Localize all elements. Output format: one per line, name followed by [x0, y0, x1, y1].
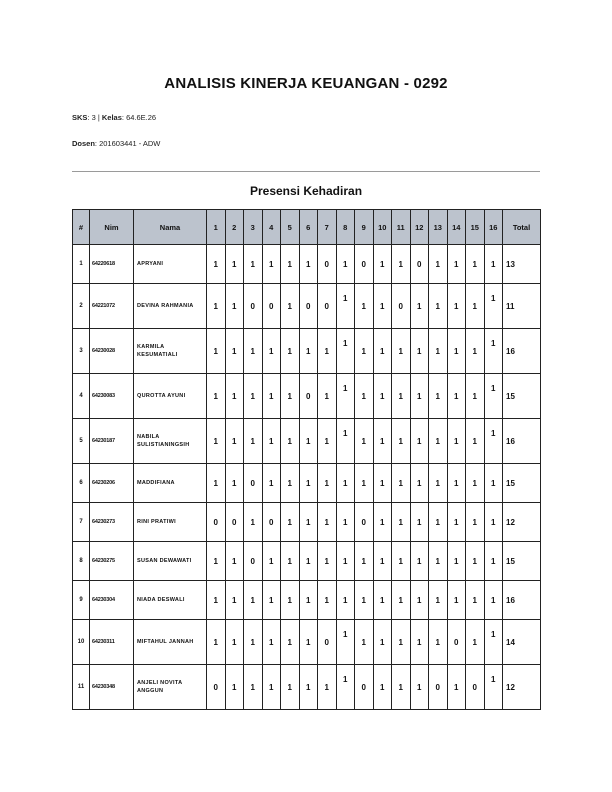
attendance-cell: 1 [392, 542, 411, 581]
attendance-cell: 1 [207, 620, 226, 665]
student-name: QUROTTA AYUNI [134, 374, 207, 419]
attendance-total: 11 [503, 284, 541, 329]
attendance-cell: 1 [484, 665, 503, 710]
attendance-cell: 1 [355, 374, 374, 419]
dosen-label: Dosen [72, 139, 95, 148]
row-number: 11 [73, 665, 90, 710]
attendance-cell: 1 [466, 245, 485, 284]
attendance-cell: 0 [262, 503, 281, 542]
attendance-cell: 1 [225, 329, 244, 374]
table-row [73, 464, 541, 503]
attendance-cell: 1 [244, 419, 263, 464]
attendance-cell: 0 [299, 374, 318, 419]
header-no: # [73, 210, 90, 245]
attendance-cell: 0 [466, 665, 485, 710]
attendance-cell: 1 [262, 542, 281, 581]
student-name: MIFTAHUL JANNAH [134, 620, 207, 665]
attendance-cell: 1 [336, 245, 355, 284]
attendance-cell: 1 [392, 374, 411, 419]
attendance-cell: 1 [336, 284, 355, 329]
attendance-cell: 1 [373, 620, 392, 665]
attendance-cell: 1 [447, 464, 466, 503]
attendance-cell: 1 [207, 419, 226, 464]
student-nim: 64230311 [90, 620, 134, 665]
attendance-cell: 1 [447, 503, 466, 542]
header-session-2: 2 [225, 210, 244, 245]
attendance-cell: 1 [373, 284, 392, 329]
attendance-cell: 1 [484, 542, 503, 581]
student-nim: 64230304 [90, 581, 134, 620]
header-session-4: 4 [262, 210, 281, 245]
attendance-cell: 1 [225, 284, 244, 329]
document-title: ANALISIS KINERJA KEUANGAN - 0292 [164, 75, 448, 92]
attendance-cell: 1 [336, 581, 355, 620]
attendance-cell: 1 [466, 284, 485, 329]
attendance-cell: 1 [262, 329, 281, 374]
attendance-cell: 1 [373, 419, 392, 464]
attendance-cell: 1 [466, 620, 485, 665]
attendance-cell: 1 [392, 620, 411, 665]
attendance-cell: 1 [299, 245, 318, 284]
attendance-cell: 1 [447, 665, 466, 710]
attendance-cell: 1 [336, 503, 355, 542]
attendance-cell: 1 [244, 329, 263, 374]
attendance-cell: 1 [244, 374, 263, 419]
header-session-9: 9 [355, 210, 374, 245]
attendance-cell: 0 [207, 503, 226, 542]
kelas-label: Kelas [101, 113, 122, 122]
header-session-8: 8 [336, 210, 355, 245]
student-name: DEVINA RAHMANIA [134, 284, 207, 329]
attendance-cell: 1 [299, 329, 318, 374]
attendance-cell: 1 [225, 620, 244, 665]
student-nim: 64230206 [90, 464, 134, 503]
attendance-cell: 1 [447, 245, 466, 284]
attendance-cell: 1 [447, 542, 466, 581]
attendance-cell: 1 [484, 464, 503, 503]
attendance-total: 15 [503, 542, 541, 581]
student-name: NABILA SULISTIANINGSIH [134, 419, 207, 464]
table-row [73, 542, 541, 581]
attendance-cell: 1 [447, 284, 466, 329]
attendance-cell: 1 [373, 329, 392, 374]
header-session-15: 15 [466, 210, 485, 245]
attendance-cell: 1 [392, 581, 411, 620]
attendance-table [72, 209, 541, 710]
student-nim: 64220618 [90, 245, 134, 284]
attendance-cell: 1 [318, 464, 337, 503]
attendance-cell: 1 [484, 245, 503, 284]
attendance-cell: 1 [318, 542, 337, 581]
attendance-cell: 1 [336, 419, 355, 464]
attendance-cell: 1 [429, 503, 448, 542]
attendance-total: 16 [503, 581, 541, 620]
attendance-cell: 1 [484, 620, 503, 665]
attendance-cell: 0 [244, 542, 263, 581]
attendance-cell: 1 [410, 542, 429, 581]
attendance-cell: 1 [281, 665, 300, 710]
attendance-cell: 1 [281, 464, 300, 503]
attendance-cell: 1 [466, 374, 485, 419]
row-number: 10 [73, 620, 90, 665]
header-session-5: 5 [281, 210, 300, 245]
attendance-cell: 1 [281, 581, 300, 620]
attendance-cell: 1 [244, 620, 263, 665]
header-session-13: 13 [429, 210, 448, 245]
attendance-cell: 1 [355, 542, 374, 581]
row-number: 9 [73, 581, 90, 620]
table-row [73, 419, 541, 464]
attendance-cell: 1 [299, 419, 318, 464]
attendance-cell: 1 [466, 329, 485, 374]
attendance-cell: 1 [429, 245, 448, 284]
attendance-cell: 1 [281, 419, 300, 464]
student-nim: 64230083 [90, 374, 134, 419]
attendance-cell: 1 [466, 419, 485, 464]
attendance-cell: 1 [355, 620, 374, 665]
attendance-cell: 1 [392, 503, 411, 542]
attendance-cell: 1 [466, 581, 485, 620]
attendance-cell: 1 [447, 374, 466, 419]
attendance-cell: 1 [410, 665, 429, 710]
attendance-cell: 1 [318, 374, 337, 419]
attendance-cell: 1 [299, 665, 318, 710]
header-session-12: 12 [410, 210, 429, 245]
row-number: 8 [73, 542, 90, 581]
table-row [73, 284, 541, 329]
attendance-cell: 1 [410, 464, 429, 503]
attendance-cell: 1 [373, 581, 392, 620]
attendance-cell: 1 [225, 581, 244, 620]
attendance-cell: 1 [318, 665, 337, 710]
attendance-cell: 1 [336, 464, 355, 503]
dosen-value: : 201603441 - ADW [94, 139, 161, 148]
attendance-cell: 1 [355, 284, 374, 329]
attendance-cell: 1 [262, 464, 281, 503]
student-name: ANJELI NOVITA ANGGUN [134, 665, 207, 710]
header-session-10: 10 [373, 210, 392, 245]
table-row [73, 329, 541, 374]
header-nim: Nim [90, 210, 134, 245]
kelas-value: : 64.6E.26 [121, 113, 157, 122]
table-row [73, 665, 541, 710]
attendance-cell: 1 [244, 581, 263, 620]
attendance-cell: 1 [281, 542, 300, 581]
attendance-cell: 1 [299, 620, 318, 665]
student-nim: 64230348 [90, 665, 134, 710]
attendance-cell: 1 [373, 245, 392, 284]
attendance-total: 15 [503, 374, 541, 419]
attendance-cell: 1 [318, 419, 337, 464]
attendance-cell: 1 [225, 245, 244, 284]
attendance-cell: 1 [299, 464, 318, 503]
student-name: KARMILA KESUMATIALI [134, 329, 207, 374]
attendance-cell: 0 [318, 245, 337, 284]
attendance-cell: 1 [429, 542, 448, 581]
attendance-cell: 1 [281, 374, 300, 419]
attendance-cell: 1 [281, 620, 300, 665]
attendance-cell: 1 [410, 581, 429, 620]
attendance-cell: 1 [410, 284, 429, 329]
row-number: 7 [73, 503, 90, 542]
attendance-cell: 1 [484, 284, 503, 329]
table-row [73, 503, 541, 542]
attendance-cell: 1 [207, 374, 226, 419]
attendance-cell: 1 [336, 374, 355, 419]
attendance-cell: 1 [484, 329, 503, 374]
attendance-cell: 1 [207, 542, 226, 581]
attendance-cell: 1 [429, 284, 448, 329]
attendance-cell: 1 [429, 329, 448, 374]
attendance-cell: 1 [262, 419, 281, 464]
attendance-cell: 1 [410, 374, 429, 419]
sks-value: : 3 | [87, 113, 102, 122]
header-total: Total [503, 210, 541, 245]
attendance-cell: 1 [207, 581, 226, 620]
attendance-total: 16 [503, 419, 541, 464]
row-number: 3 [73, 329, 90, 374]
attendance-cell: 1 [410, 620, 429, 665]
attendance-cell: 1 [225, 374, 244, 419]
attendance-cell: 0 [429, 665, 448, 710]
attendance-cell: 0 [410, 245, 429, 284]
attendance-cell: 0 [318, 620, 337, 665]
attendance-cell: 1 [336, 329, 355, 374]
header-session-3: 3 [244, 210, 263, 245]
lecturer-info [72, 139, 160, 148]
attendance-cell: 0 [244, 284, 263, 329]
attendance-cell: 0 [225, 503, 244, 542]
attendance-total: 16 [503, 329, 541, 374]
attendance-cell: 1 [484, 581, 503, 620]
attendance-cell: 1 [336, 620, 355, 665]
attendance-cell: 1 [355, 464, 374, 503]
attendance-cell: 1 [262, 581, 281, 620]
attendance-cell: 1 [225, 419, 244, 464]
attendance-cell: 1 [336, 542, 355, 581]
attendance-cell: 1 [392, 329, 411, 374]
attendance-cell: 1 [373, 464, 392, 503]
row-number: 5 [73, 419, 90, 464]
student-nim: 64230273 [90, 503, 134, 542]
attendance-cell: 0 [392, 284, 411, 329]
student-nim: 64230187 [90, 419, 134, 464]
attendance-cell: 1 [281, 503, 300, 542]
header-session-7: 7 [318, 210, 337, 245]
attendance-cell: 1 [392, 464, 411, 503]
attendance-cell: 1 [207, 329, 226, 374]
attendance-cell: 1 [262, 374, 281, 419]
attendance-cell: 0 [262, 284, 281, 329]
attendance-cell: 1 [318, 503, 337, 542]
table-row [73, 374, 541, 419]
attendance-total: 14 [503, 620, 541, 665]
attendance-cell: 1 [410, 503, 429, 542]
attendance-cell: 1 [355, 329, 374, 374]
table-body [73, 245, 541, 710]
attendance-total: 12 [503, 503, 541, 542]
attendance-cell: 1 [318, 329, 337, 374]
attendance-cell: 1 [281, 284, 300, 329]
row-number: 6 [73, 464, 90, 503]
header-session-11: 11 [392, 210, 411, 245]
attendance-cell: 1 [392, 665, 411, 710]
attendance-cell: 1 [447, 329, 466, 374]
attendance-cell: 1 [225, 464, 244, 503]
attendance-cell: 1 [244, 503, 263, 542]
table-row [73, 245, 541, 284]
section-title: Presensi Kehadiran [249, 184, 363, 198]
attendance-cell: 1 [336, 665, 355, 710]
attendance-cell: 1 [466, 542, 485, 581]
row-number: 2 [73, 284, 90, 329]
attendance-cell: 1 [410, 419, 429, 464]
attendance-cell: 1 [429, 464, 448, 503]
attendance-cell: 1 [207, 464, 226, 503]
header-session-1: 1 [207, 210, 226, 245]
attendance-cell: 1 [281, 329, 300, 374]
student-name: RINI PRATIWI [134, 503, 207, 542]
attendance-cell: 1 [392, 419, 411, 464]
header-row [73, 210, 541, 245]
attendance-cell: 1 [244, 665, 263, 710]
attendance-cell: 1 [207, 245, 226, 284]
attendance-cell: 1 [262, 620, 281, 665]
attendance-cell: 1 [484, 374, 503, 419]
attendance-cell: 1 [373, 542, 392, 581]
attendance-cell: 0 [355, 665, 374, 710]
attendance-cell: 0 [355, 503, 374, 542]
table-row [73, 620, 541, 665]
attendance-cell: 1 [429, 581, 448, 620]
attendance-total: 12 [503, 665, 541, 710]
attendance-cell: 0 [318, 284, 337, 329]
header-session-14: 14 [447, 210, 466, 245]
attendance-cell: 1 [318, 581, 337, 620]
attendance-cell: 1 [373, 665, 392, 710]
student-name: APRYANI [134, 245, 207, 284]
attendance-cell: 1 [429, 374, 448, 419]
student-name: SUSAN DEWAWATI [134, 542, 207, 581]
attendance-cell: 0 [447, 620, 466, 665]
attendance-cell: 1 [466, 464, 485, 503]
attendance-cell: 1 [410, 329, 429, 374]
attendance-total: 15 [503, 464, 541, 503]
attendance-cell: 1 [392, 245, 411, 284]
table-row [73, 581, 541, 620]
attendance-cell: 1 [262, 665, 281, 710]
attendance-cell: 1 [299, 581, 318, 620]
attendance-cell: 1 [299, 503, 318, 542]
attendance-cell: 1 [244, 245, 263, 284]
attendance-cell: 1 [484, 503, 503, 542]
divider [72, 171, 540, 172]
header-session-16: 16 [484, 210, 503, 245]
sks-label: SKS [72, 113, 88, 122]
student-nim: 64221072 [90, 284, 134, 329]
row-number: 1 [73, 245, 90, 284]
student-nim: 64230028 [90, 329, 134, 374]
header-nama: Nama [134, 210, 207, 245]
attendance-cell: 1 [225, 542, 244, 581]
attendance-cell: 0 [244, 464, 263, 503]
student-name: NIADA DESWALI [134, 581, 207, 620]
attendance-cell: 1 [355, 581, 374, 620]
student-name: MADDIFIANA [134, 464, 207, 503]
course-info [72, 113, 156, 122]
attendance-cell: 1 [466, 503, 485, 542]
header-session-6: 6 [299, 210, 318, 245]
attendance-cell: 1 [225, 665, 244, 710]
attendance-cell: 0 [355, 245, 374, 284]
attendance-cell: 1 [429, 620, 448, 665]
row-number: 4 [73, 374, 90, 419]
attendance-cell: 1 [373, 503, 392, 542]
attendance-cell: 1 [484, 419, 503, 464]
student-nim: 64230275 [90, 542, 134, 581]
attendance-cell: 1 [207, 284, 226, 329]
attendance-cell: 1 [299, 542, 318, 581]
attendance-cell: 1 [262, 245, 281, 284]
attendance-cell: 1 [447, 419, 466, 464]
attendance-cell: 1 [281, 245, 300, 284]
attendance-cell: 1 [355, 419, 374, 464]
attendance-total: 13 [503, 245, 541, 284]
attendance-cell: 1 [447, 581, 466, 620]
attendance-cell: 0 [207, 665, 226, 710]
attendance-cell: 0 [299, 284, 318, 329]
attendance-cell: 1 [429, 419, 448, 464]
attendance-cell: 1 [373, 374, 392, 419]
